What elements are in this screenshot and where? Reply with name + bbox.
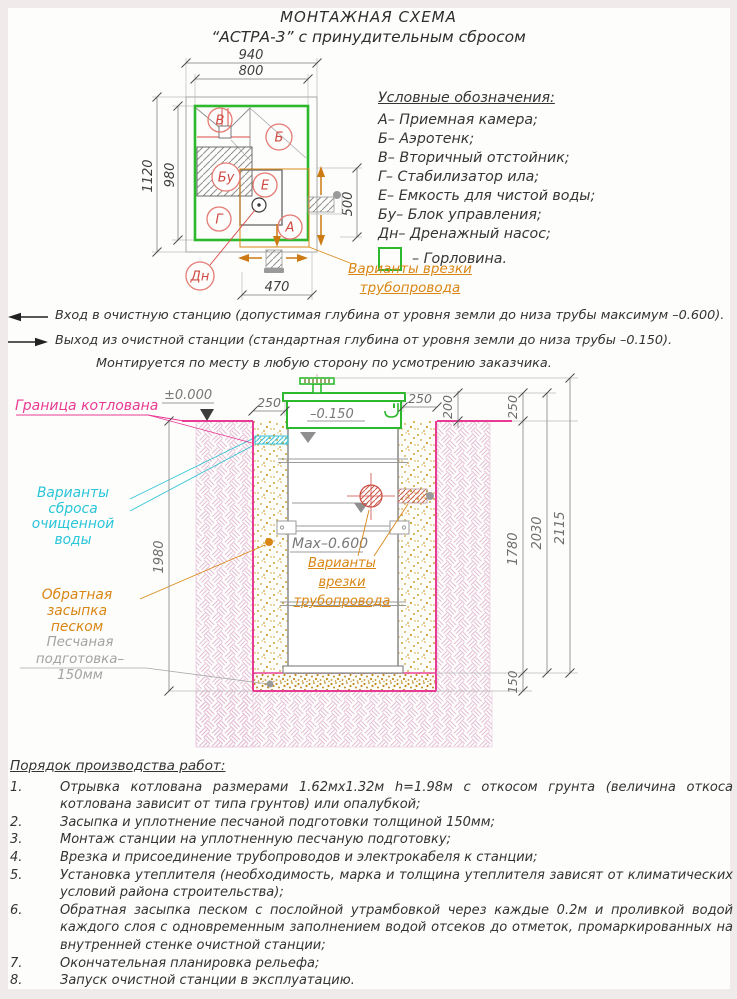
item-text: Монтаж станции на уплотненную песчаную подготовку; (60, 832, 451, 848)
discharge-label-line2: очищенной воды (31, 516, 115, 548)
outlet-note (8, 333, 734, 348)
plan-label-e: Е (260, 178, 270, 194)
legend-neck-label: – Горловина. (412, 251, 508, 267)
outlet-arrow-icon (8, 337, 48, 347)
dim-2030: 2030 (530, 516, 545, 550)
plan-pipe-note (344, 260, 476, 298)
work-order-item (10, 972, 733, 990)
backfill-label-line1: Обратная засыпка (41, 587, 113, 619)
legend-item-b: Б– Аэротенк; (378, 131, 475, 147)
item-number: 7. (10, 955, 23, 971)
sandprep-label-line1: Песчаная (46, 635, 114, 650)
item-number: 2. (10, 814, 23, 830)
title-block (0, 8, 737, 47)
item-number: 5. (10, 867, 23, 883)
level-max600: Max–0.600 (292, 536, 369, 552)
plan-label-a: А (285, 220, 295, 236)
plan-label-bu: Бу (217, 170, 235, 186)
legend-item-dn: Дн– Дренажный насос; (378, 226, 551, 242)
legend (378, 88, 730, 271)
plan-label-b: Б (274, 130, 284, 146)
section-sand-bed (253, 673, 436, 691)
legend-item-g: Г– Стабилизатор ила; (378, 169, 540, 185)
item-number: 8. (10, 973, 23, 989)
dim-1980: 1980 (152, 540, 167, 574)
plan-pipe-note-line2: трубопровода (359, 280, 461, 296)
plan-view (141, 48, 362, 300)
inlet-note-text: Вход в очистную станцию (допустимая глубина от уровня земли до низа трубы максимум –0.600). (55, 308, 725, 323)
item-text: Запуск очистной станции в эксплуатацию. (60, 973, 355, 989)
inlet-note (8, 308, 734, 323)
dim-right-250: 250 (408, 391, 432, 406)
plan-dim-980: 980 (163, 162, 178, 188)
section-pipe-note (286, 554, 398, 611)
inlet-arrow-icon (8, 312, 48, 322)
item-number: 6. (10, 902, 23, 918)
page-title: МОНТАЖНАЯ СХЕМА (280, 8, 457, 26)
item-text: Врезка и присоединение трубопроводов и электрокабеля к станции; (60, 849, 538, 865)
level-zero: ±0.000 (164, 388, 213, 403)
plan-dim-940: 940 (238, 48, 264, 63)
plan-pipe-stubs (264, 191, 342, 273)
work-order (10, 758, 733, 990)
legend-item-bu: Бу– Блок управления; (378, 207, 542, 223)
item-text: Обратная засыпка песком с послойной утрамбовкой через каждые 0.2м и проливкой водой каждого слоя с одновременным заполнением водой отсеков до отметок, промаркированных на внутренней стенке очистной станции; (60, 902, 733, 953)
work-order-item (10, 849, 733, 867)
item-number: 4. (10, 849, 23, 865)
backfill-label (11, 587, 143, 635)
work-order-item (10, 831, 733, 849)
plan-dim-500: 500 (341, 191, 356, 217)
backfill-dot (265, 538, 273, 546)
work-order-item (10, 814, 733, 832)
outlet-note-text: Выход из очистной станции (стандартная глубина от уровня земли до низа трубы –0.150). (55, 333, 673, 348)
item-text: Отрывка котлована размерами 1.62мх1.32м h=1.98м с откосом грунта (величина откоса котлована зависит от типа грунтов) или опалубкой; (60, 779, 733, 813)
plan-label-g: Г (215, 212, 223, 228)
work-order-item (10, 779, 733, 814)
item-text: Засыпка и уплотнение песчаной подготовки толщиной 150мм; (60, 814, 495, 830)
sandprep-label (15, 635, 145, 685)
item-number: 3. (10, 832, 23, 848)
dim-150: 150 (506, 670, 520, 694)
backfill-label-line2: песком (50, 619, 104, 635)
sandprep-label-line2: подготовка–150мм (35, 651, 125, 683)
pit-boundary-label: Граница котлована (15, 398, 159, 414)
work-order-item (10, 955, 733, 973)
dim-200: 200 (440, 395, 455, 419)
plan-dim-800: 800 (238, 64, 264, 79)
dim-2115: 2115 (553, 511, 568, 545)
plan-dim-470: 470 (264, 280, 290, 295)
plan-dim-1120: 1120 (141, 159, 156, 193)
work-order-item (10, 867, 733, 902)
legend-item-v: В– Вторичный отстойник; (378, 150, 570, 166)
dim-left-250: 250 (257, 395, 281, 410)
legend-item-e: Е– Емкость для чистой воды; (378, 188, 596, 204)
dim-top-250: 250 (505, 395, 520, 419)
dim-1780: 1780 (506, 532, 521, 566)
item-text: Окончательная планировка рельефа; (60, 955, 320, 971)
plan-label-dn: Дн (190, 269, 210, 285)
plan-drain-pump-dot (257, 203, 260, 206)
level-zero-mark (200, 409, 214, 421)
section-pipe-note-line1: Варианты врезки (308, 556, 376, 590)
item-number: 1. (10, 779, 23, 795)
item-text: Установка утеплителя (необходимость, марка и толщина утеплителя зависят от климатических условий района строительства); (60, 867, 733, 901)
discharge-label-line1: Варианты сброса (36, 485, 110, 517)
level-minus150: –0.150 (310, 407, 354, 422)
plan-dim-ticks (153, 59, 362, 300)
section-outlet-pipe (255, 436, 288, 444)
section-pipe-note-line2: трубопровода (293, 594, 391, 609)
page-subtitle: “АСТРА-3” с принудительным сбросом (211, 28, 526, 46)
vent-cap-hatch (305, 379, 329, 383)
legend-item-a: А– Приемная камера; (378, 112, 538, 128)
legend-title: Условные обозначения: (378, 90, 555, 106)
plan-extension-lines (152, 58, 362, 300)
plan-pipe-note-line1: Варианты врезки (348, 261, 472, 277)
work-order-title: Порядок производства работ: (10, 758, 226, 774)
discharge-label (12, 486, 134, 548)
work-order-item (10, 902, 733, 955)
outlet-note-2: Монтируется по месту в любую сторону по усмотрению заказчика. (96, 356, 552, 371)
plan-compartment-circles (186, 108, 302, 290)
plan-label-v: В (215, 113, 225, 129)
plan-dimension-lines (157, 63, 357, 295)
